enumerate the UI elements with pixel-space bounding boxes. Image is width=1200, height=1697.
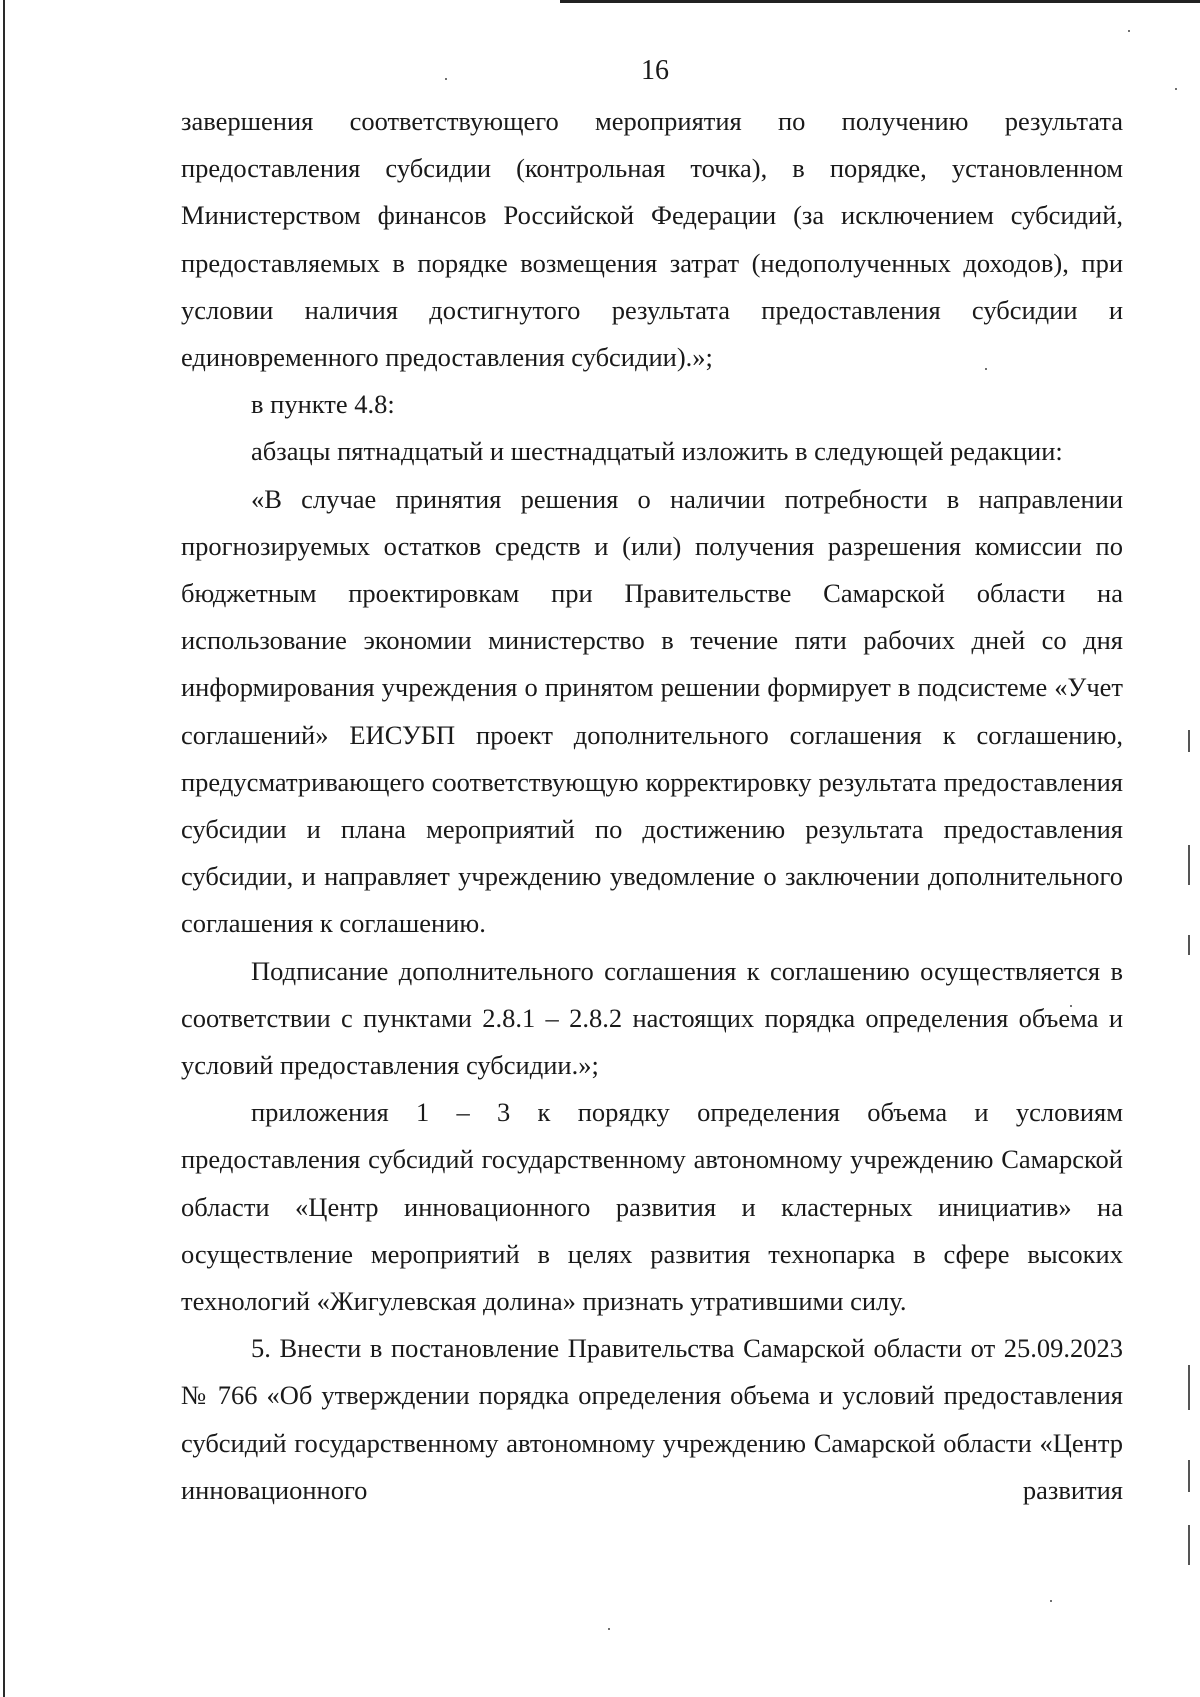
scan-artifact [1188,1525,1190,1565]
scan-top-border [560,0,1200,3]
paragraph-continuation: завершения соответствующего мероприятия по получению результата предоставления субсидии (контрольная точка), в порядке, установленном Министерством финансов Российской Федерации (за исключением субсидий, предоставляемых в порядке возмещения затрат (недополученных доходов), при условии наличия достигнутого результата предоставления субсидии и единовременного предоставления субсидии).»; [181,106,1123,373]
paragraph-appendices: приложения 1 – 3 к порядку определения объема и условиям предоставления субсидий государственному автономному учреждению Самарской области «Центр инновационного развития и кластерных инициатив» на осуществление мероприятий в целях развития технопарка в сфере высоких технологий «Жигулевская долина» признать утратившими силу. [181,1097,1123,1317]
scan-artifact [1188,1460,1190,1492]
paragraph-item-5: 5. Внести в постановление Правительства Самарской области от 25.09.2023 № 766 «Об утверждении порядка определения объема и условий предоставления субсидий государственному автономному учреждению Самарской области «Центр инновационного развития [181,1333,1123,1505]
scan-artifact [608,1628,610,1630]
paragraph-item-4-8: в пункте 4.8: [251,389,395,420]
scan-artifact [1188,730,1190,752]
scan-artifact [1050,1600,1052,1602]
scan-artifact [1175,88,1177,90]
scan-artifact [1188,845,1190,885]
scan-artifact [1188,1365,1190,1410]
scan-left-border [3,0,5,1697]
page-number: 16 [641,55,669,86]
paragraph-quoted-amendment: «В случае принятия решения о наличии потребности в направлении прогнозируемых остатков средств и (или) получения разрешения комиссии по бюджетным проектировкам при Правительстве Самарской области на использование экономии министерство в течение пяти рабочих дней со дня информирования учреждения о принятом решении формирует в подсистеме «Учет соглашений» ЕИСУБП проект дополнительного соглашения к соглашению, предусматривающего соответствующую корректировку результата предоставления субсидии и плана мероприятий по достижению результата предоставления субсидии, и направляет учреждению уведомление о заключении дополнительного соглашения к соглашению. [181,483,1123,939]
scan-artifact [1128,30,1130,32]
paragraph-signing: Подписание дополнительного соглашения к соглашению осуществляется в соответствии с пунктами 2.8.1 – 2.8.2 настоящих порядка определения объема и условий предоставления субсидии.»; [181,955,1123,1081]
paragraph-instruction: абзацы пятнадцатый и шестнадцатый изложить в следующей редакции: [251,436,1063,467]
scan-artifact [1188,935,1190,955]
document-body [181,98,1123,1514]
